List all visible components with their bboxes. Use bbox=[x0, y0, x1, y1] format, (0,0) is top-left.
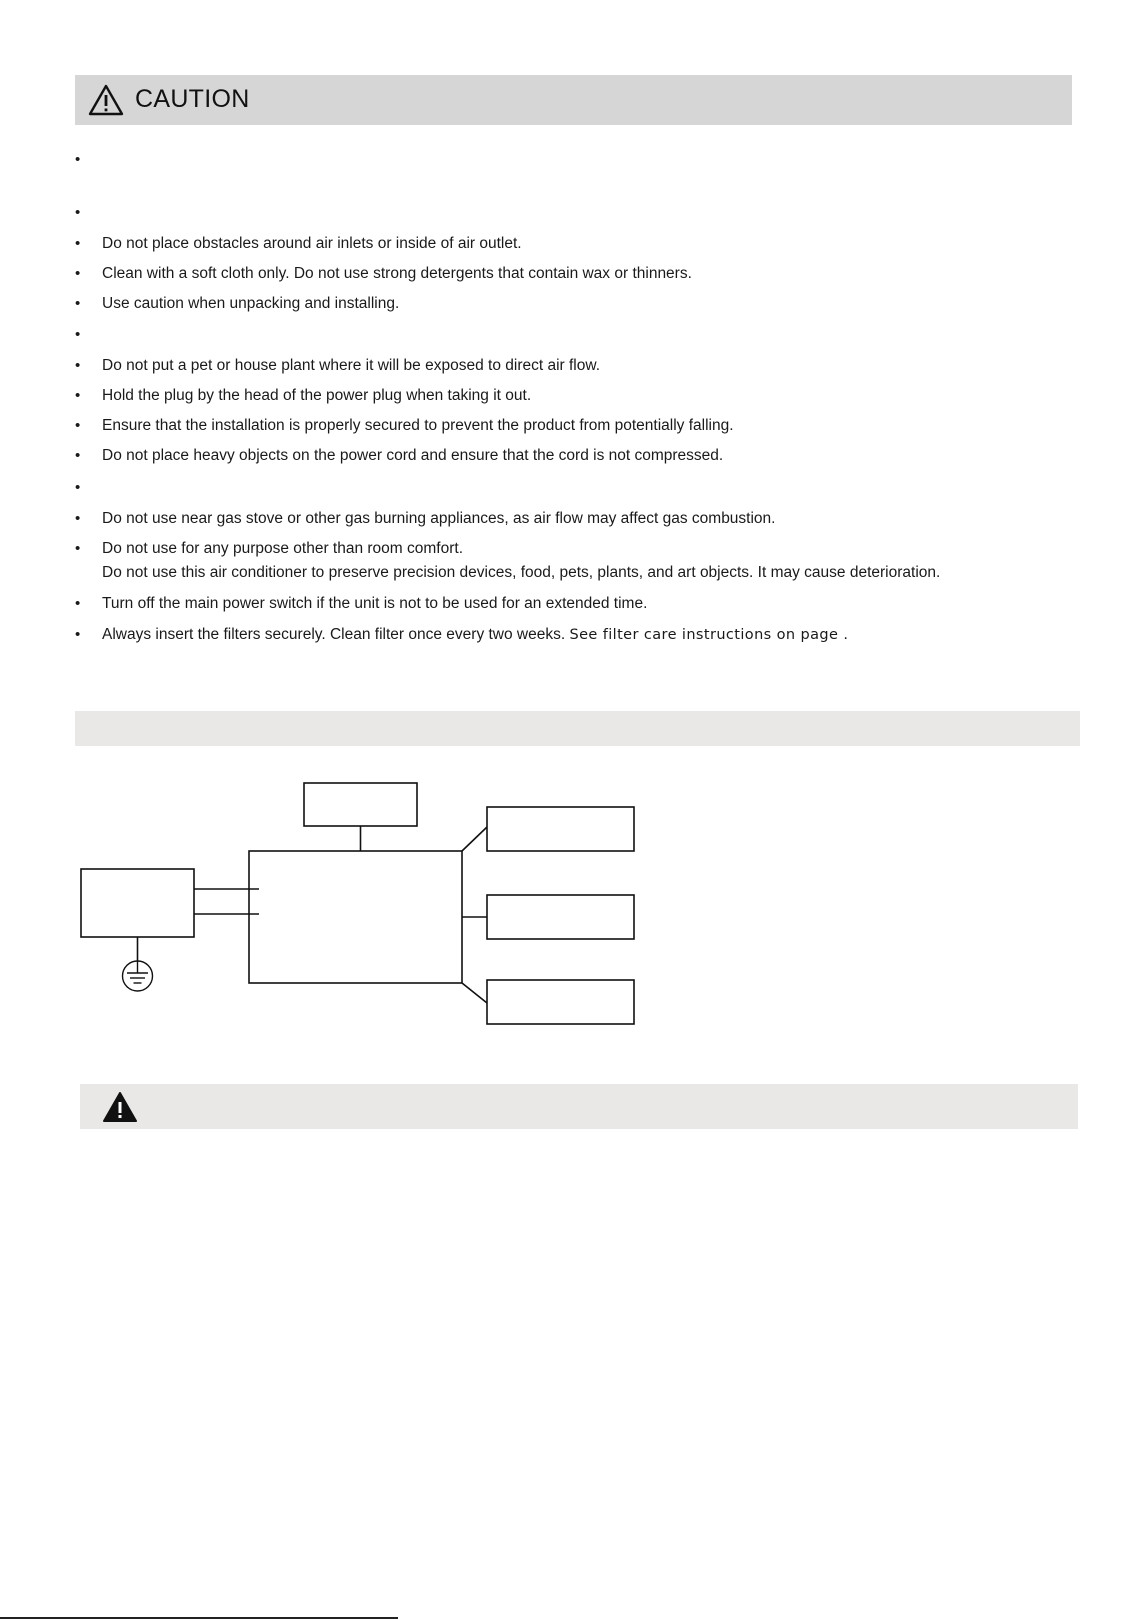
right-box-middle bbox=[487, 895, 634, 939]
warning-triangle-outline-icon bbox=[88, 84, 124, 116]
wiring-diagram bbox=[75, 775, 655, 1035]
right-box-bottom bbox=[487, 980, 634, 1024]
right-box-top bbox=[487, 807, 634, 851]
left-box bbox=[81, 869, 194, 937]
warning-header bbox=[80, 1084, 1078, 1129]
caution-header bbox=[75, 75, 1072, 125]
main-box bbox=[249, 851, 462, 983]
ground-symbol-icon bbox=[123, 961, 153, 991]
section-header bbox=[75, 711, 1080, 746]
warning-triangle-filled-icon bbox=[102, 1091, 138, 1123]
caution-title: CAUTION bbox=[135, 85, 250, 113]
top-box bbox=[304, 783, 417, 826]
footer-rule bbox=[0, 1617, 398, 1619]
